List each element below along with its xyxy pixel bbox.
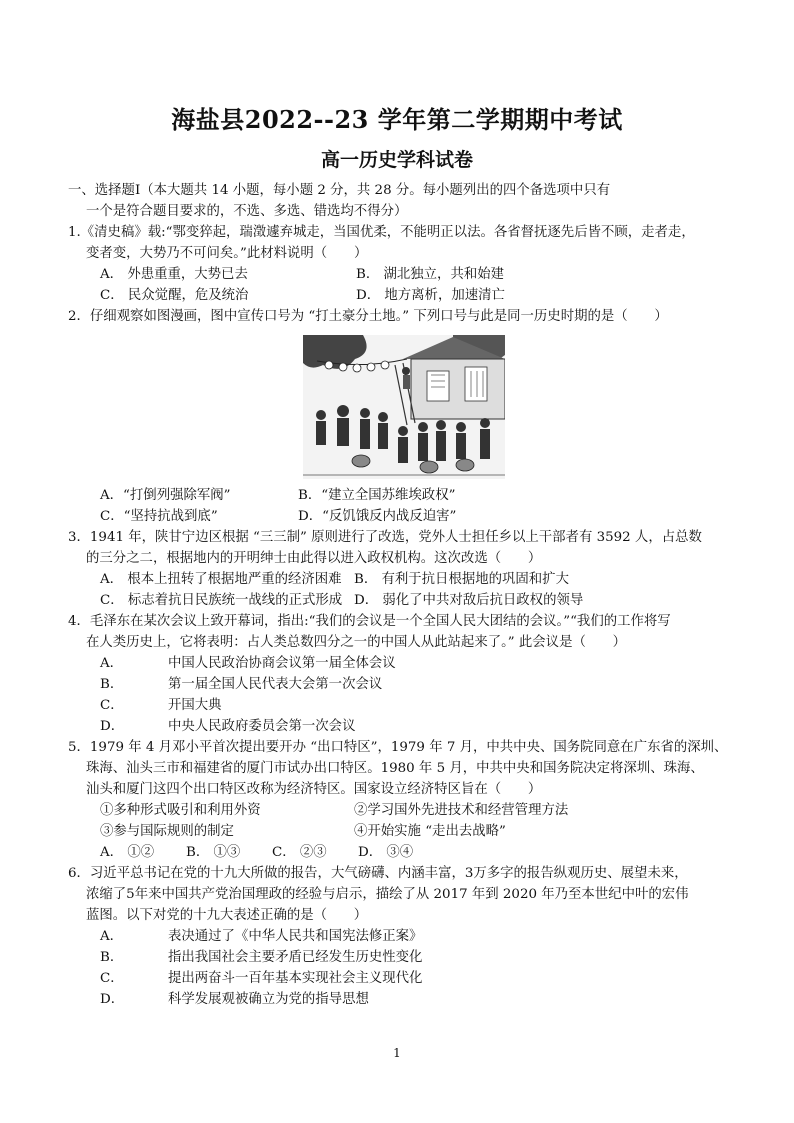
- q6-option-a: [68, 926, 728, 947]
- q6-option-c-key: C．: [100, 971, 124, 986]
- exam-content: [68, 180, 728, 1010]
- q4-stem-cont: 在人类历史上，它将表明：占人类总数四分之一的中国人从此站起来了。” 此会议是（ ）: [86, 635, 627, 650]
- q6-option-c: [68, 968, 728, 989]
- q6-option-d-key: D．: [100, 992, 125, 1007]
- q6-stem: 6．习近平总书记在党的十九大所做的报告，大气磅礴、内涵丰富，3万多字的报告纵观历史、展望未来，: [68, 866, 688, 881]
- q4-option-d: [68, 716, 728, 737]
- q1-options-row1: [68, 264, 728, 285]
- q2-option-c: C．“坚持抗战到底”: [100, 509, 218, 524]
- q6-option-c-text: 提出两奋斗一百年基本实现社会主义现代化: [168, 971, 423, 986]
- q3-option-a: A． 根本上扭转了根据地严重的经济困难: [100, 572, 342, 587]
- q2-stem: 2．仔细观察如图漫画，图中宣传口号为 “打土豪分土地。” 下列口号与此是同一历史时期的是（ ）: [68, 309, 668, 324]
- section-heading-cont: 一个是符合题目要求的，不选、多选、错选均不得分）: [86, 204, 408, 219]
- page-number: 1: [393, 1046, 401, 1060]
- q2-options-row2: [68, 506, 728, 527]
- q2-options-row1: [68, 485, 728, 506]
- q1-option-a: A． 外患重重，大势已去: [100, 267, 248, 282]
- section-heading: 一、选择题Ⅰ（本大题共 14 小题，每小题 2 分，共 28 分。每小题列出的四个备选项中只有: [68, 183, 611, 198]
- q4-option-d-text: 中央人民政府委员会第一次会议: [168, 719, 356, 734]
- q5-option-b: B． ①③: [186, 845, 241, 860]
- q5-option-d: D． ③④: [358, 845, 414, 860]
- q1-stem: 1.《清史稿》载:“鄂变猝起，瑞澂遽弃城走，当国优柔，不能明正以法。各省督抚逐先后皆不顾，走者走，: [68, 225, 695, 240]
- q3-options-row2: [68, 590, 728, 611]
- q4-option-b-key: B．: [100, 677, 124, 692]
- q4-option-a: [68, 653, 728, 674]
- q6-option-b: [68, 947, 728, 968]
- q5-item-2: ②学习国外先进技术和经营管理方法: [354, 803, 569, 818]
- q6-option-b-text: 指出我国社会主要矛盾已经发生历史性变化: [168, 950, 423, 965]
- q6-option-d: [68, 989, 728, 1010]
- exam-title: 海盐县2022--23 学年第二学期期中考试: [171, 105, 623, 134]
- q6-option-d-text: 科学发展观被确立为党的指导思想: [168, 992, 369, 1007]
- q1-option-d: D． 地方离析，加速清亡: [356, 288, 505, 303]
- q5-item-3: ③参与国际规则的制定: [100, 824, 234, 839]
- q1-option-b: B． 湖北独立，共和始建: [356, 267, 505, 282]
- q4-option-a-text: 中国人民政治协商会议第一届全体会议: [168, 656, 396, 671]
- q6-stem-cont2: 蓝图。以下对党的十九大表述正确的是（ ）: [86, 908, 368, 923]
- q5-items-row2: [68, 821, 728, 842]
- q5-item-1: ①多种形式吸引和利用外资: [100, 803, 261, 818]
- q1-options-row2: [68, 285, 728, 306]
- q5-stem-cont1: 珠海、汕头三市和福建省的厦门市试办出口特区。1980 年 5 月，中共中央和国务院决定将深圳、珠海、: [86, 761, 704, 776]
- q3-option-d: D． 弱化了中共对敌后抗日政权的领导: [354, 593, 584, 608]
- q4-option-c-key: C．: [100, 698, 124, 713]
- q4-option-a-key: A．: [100, 656, 124, 671]
- q4-option-d-key: D．: [100, 719, 125, 734]
- q4-option-c: [68, 695, 728, 716]
- q5-stem: 5．1979 年 4 月邓小平首次提出要开办 “出口特区”，1979 年 7 月，中共中央、国务院同意在广东省的深圳、: [68, 740, 728, 755]
- q2-option-d: D．“反饥饿反内战反迫害”: [298, 509, 457, 524]
- q6-option-b-key: B．: [100, 950, 124, 965]
- q2-option-a: A．“打倒列强除军阀”: [100, 488, 231, 503]
- q5-stem-cont2: 汕头和厦门这四个出口特区改称为经济特区。国家设立经济特区旨在（ ）: [86, 782, 542, 797]
- q4-option-b: [68, 674, 728, 695]
- land-reform-cartoon: [303, 335, 505, 479]
- q3-stem: 3．1941 年，陕甘宁边区根据 “三三制” 原则进行了改选，党外人士担任乡以上干部者有 3592 人，占总数: [68, 530, 702, 545]
- q3-option-c: C． 标志着抗日民族统一战线的正式形成: [100, 593, 343, 608]
- q2-option-b: B．“建立全国苏维埃政权”: [298, 488, 456, 503]
- q3-option-b: B． 有利于抗日根据地的巩固和扩大: [354, 572, 569, 587]
- q6-option-a-text: 表决通过了《中华人民共和国宪法修正案》: [168, 929, 423, 944]
- q5-option-c: C． ②③: [272, 845, 327, 860]
- q1-stem-cont: 变者变，大势乃不可问矣。”此材料说明（ ）: [86, 246, 368, 261]
- q3-options-row1: [68, 569, 728, 590]
- q3-stem-cont: 的三分之二，根据地内的开明绅士由此得以进入政权机构。这次改选（ ）: [86, 551, 542, 566]
- q5-options: [68, 842, 728, 863]
- q5-option-a: A． ①②: [100, 845, 155, 860]
- q4-option-b-text: 第一届全国人民代表大会第一次会议: [168, 677, 383, 692]
- q5-item-4: ④开始实施 “走出去战略”: [354, 824, 506, 839]
- q6-stem-cont1: 浓缩了5年来中国共产党治国理政的经验与启示，描绘了从 2017 年到 2020 年乃至本世纪中叶的宏伟: [86, 887, 689, 902]
- exam-subtitle: 高一历史学科试卷: [320, 149, 473, 171]
- q5-items-row1: [68, 800, 728, 821]
- q4-option-c-text: 开国大典: [168, 698, 222, 713]
- q6-option-a-key: A．: [100, 929, 124, 944]
- q4-stem: 4．毛泽东在某次会议上致开幕词，指出:“我们的会议是一个全国人民大团结的会议。”“我们的工作将写: [68, 614, 671, 629]
- q1-option-c: C． 民众觉醒，危及统治: [100, 288, 249, 303]
